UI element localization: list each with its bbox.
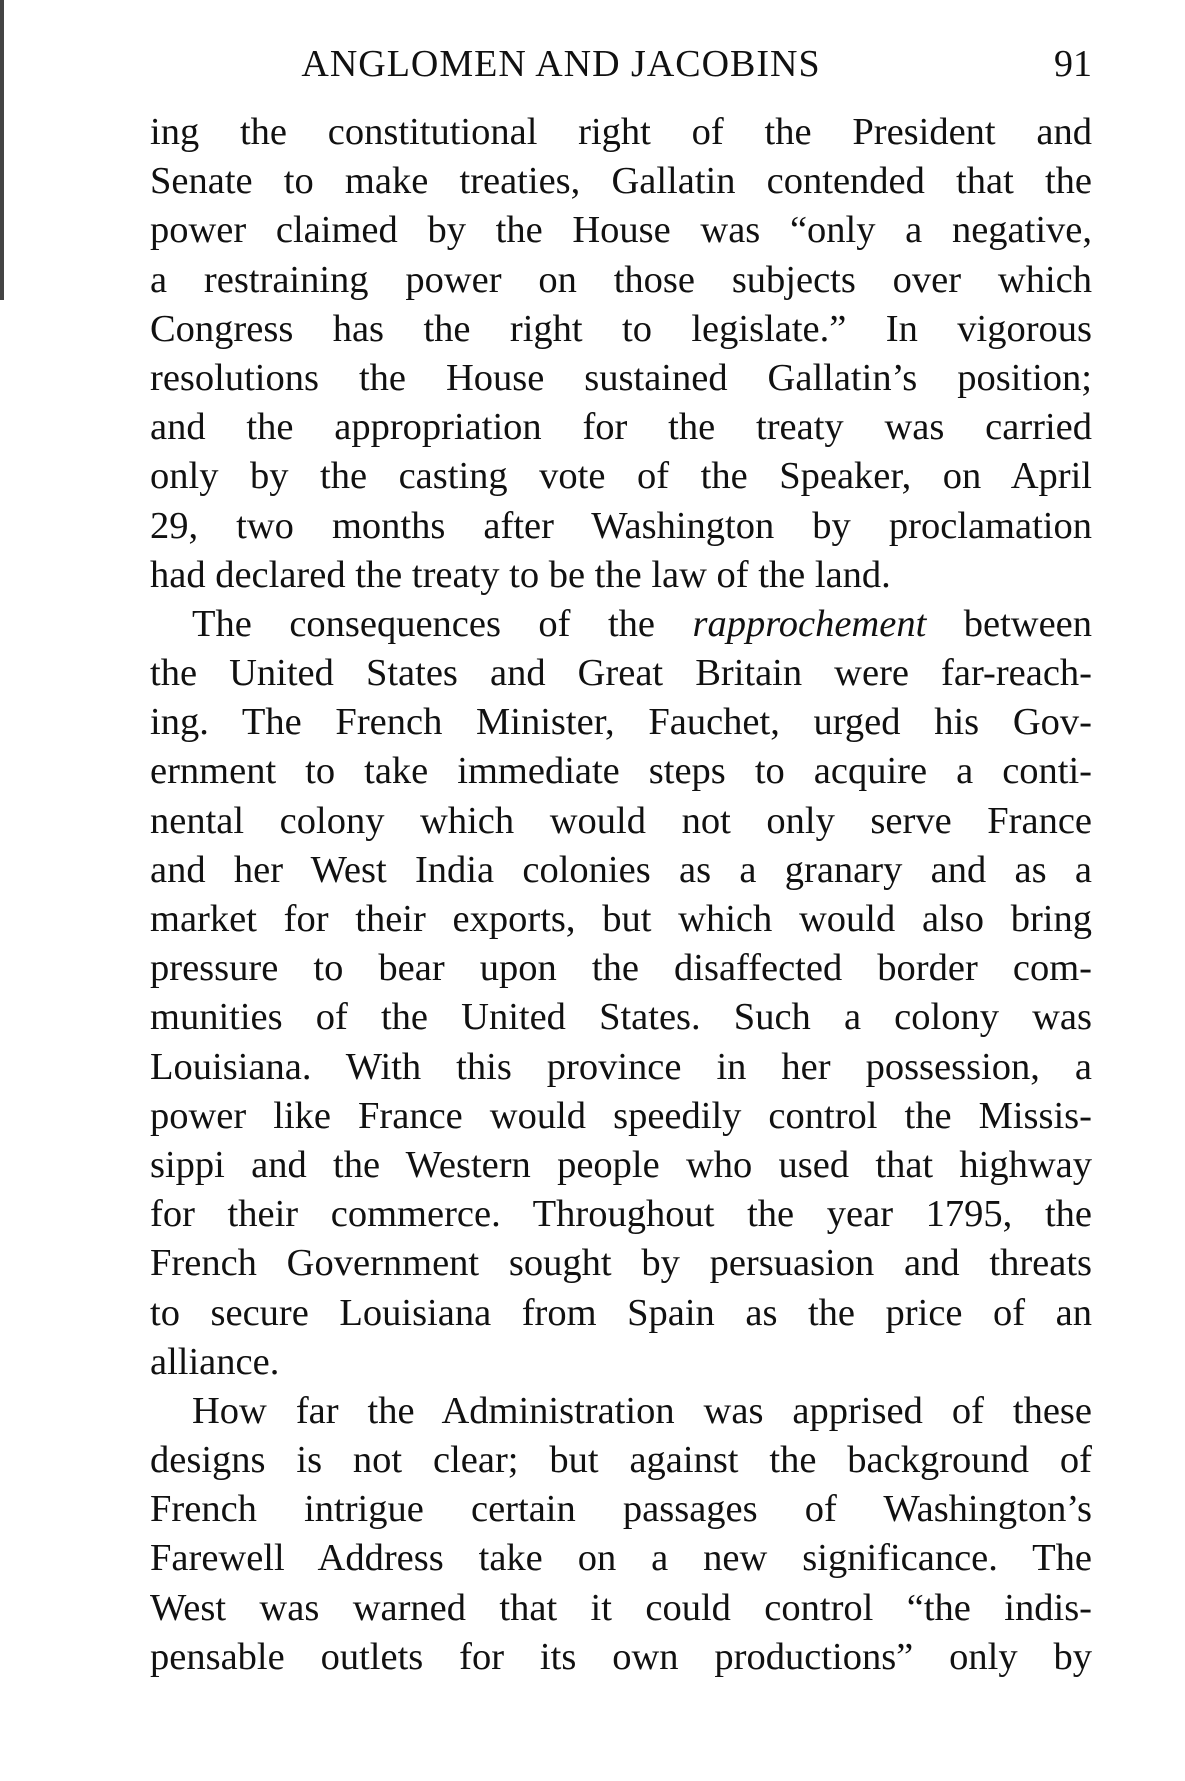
text-line: French intrigue certain passages of Washington’s	[150, 1488, 1092, 1531]
text-fragment: The consequences of the rapprochement between	[192, 602, 1093, 645]
text-line: for their commerce. Throughout the year 1795, the	[150, 1193, 1092, 1236]
text-line: French Government sought by persuasion and threats	[150, 1242, 1092, 1285]
page-edge-rule	[0, 0, 4, 300]
paragraph-1	[150, 108, 1092, 600]
italic-term: rapprochement	[692, 602, 927, 645]
text-line: Farewell Address take on a new significance. The	[150, 1537, 1092, 1580]
paragraph-2	[150, 600, 1092, 1387]
text-line: power like France would speedily control the Missis-	[150, 1094, 1092, 1137]
text-line: the United States and Great Britain were far-reach-	[150, 652, 1092, 695]
text-line: nental colony which would not only serve France	[150, 799, 1092, 842]
text-line: How far the Administration was apprised of these	[192, 1389, 1092, 1432]
page-number: 91	[1054, 43, 1092, 85]
text-line: pressure to bear upon the disaffected border com-	[150, 947, 1092, 990]
text-line: had declared the treaty to be the law of the land.	[150, 553, 891, 596]
text-line-with-italic	[150, 600, 1092, 649]
text-line: resolutions the House sustained Gallatin’s position;	[150, 356, 1092, 399]
text-line: to secure Louisiana from Spain as the price of an	[150, 1291, 1092, 1334]
text-line: 29, two months after Washington by proclamation	[150, 504, 1092, 547]
text-line: munities of the United States. Such a colony was	[150, 996, 1092, 1039]
paragraph-3	[150, 1387, 1092, 1682]
text-line: only by the casting vote of the Speaker, on April	[150, 455, 1092, 498]
text-line: a restraining power on those subjects over which	[150, 258, 1092, 301]
text-line: power claimed by the House was “only a negative,	[150, 209, 1092, 252]
text-line: Louisiana. With this province in her possession, a	[150, 1045, 1092, 1088]
running-title: ANGLOMEN AND JACOBINS	[301, 43, 821, 85]
body-text	[150, 108, 1092, 1682]
text-line: pensable outlets for its own productions” only by	[150, 1635, 1092, 1678]
text-line: designs is not clear; but against the background of	[150, 1439, 1092, 1482]
book-page	[150, 42, 1092, 1682]
text-line: Senate to make treaties, Gallatin contended that the	[150, 160, 1092, 203]
text-line: and her West India colonies as a granary and as a	[150, 848, 1092, 891]
running-header	[150, 42, 1092, 104]
text-line: ernment to take immediate steps to acquire a conti-	[150, 750, 1092, 793]
text-line: West was warned that it could control “the indis-	[150, 1586, 1092, 1629]
text-line: alliance.	[150, 1340, 280, 1383]
text-line: ing the constitutional right of the President and	[150, 111, 1092, 153]
text-line: Congress has the right to legislate.” In vigorous	[150, 307, 1092, 350]
text-line: market for their exports, but which would also bring	[150, 898, 1092, 940]
text-line: sippi and the Western people who used that highway	[150, 1143, 1092, 1186]
text-line: ing. The French Minister, Fauchet, urged his Gov-	[150, 701, 1092, 744]
text-line: and the appropriation for the treaty was carried	[150, 406, 1092, 449]
